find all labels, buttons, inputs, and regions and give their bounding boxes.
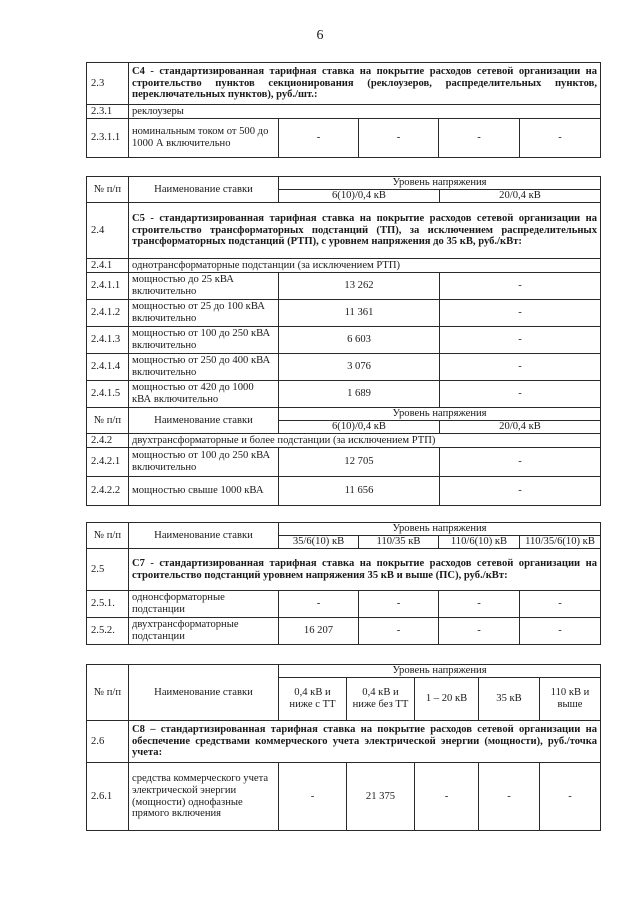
table-row xyxy=(87,203,601,259)
rate-value: - xyxy=(359,618,439,645)
rate-value: - xyxy=(440,327,601,354)
table-row xyxy=(87,105,601,119)
row-number: 2.3 xyxy=(87,63,129,105)
rate-name: мощностью до 25 кВА включительно xyxy=(129,273,279,300)
voltage-level: 6(10)/0,4 кВ xyxy=(279,421,440,434)
table-c5 xyxy=(86,176,601,506)
table-row xyxy=(87,327,601,354)
column-header-name: Наименование ставки xyxy=(129,408,279,434)
row-number: 2.5.2. xyxy=(87,618,129,645)
row-number: 2.6.1 xyxy=(87,763,129,831)
rate-value: - xyxy=(520,119,601,158)
rate-name: мощностью от 100 до 250 кВА включительно xyxy=(129,327,279,354)
table-row xyxy=(87,259,601,273)
table-row xyxy=(87,448,601,477)
voltage-level: 1 – 20 кВ xyxy=(415,678,479,721)
rate-value: - xyxy=(359,591,439,618)
rate-value: - xyxy=(415,763,479,831)
rate-value: - xyxy=(359,119,439,158)
row-label: однотрансформаторные подстанции (за исключением РТП) xyxy=(129,259,601,273)
rate-value: - xyxy=(439,618,520,645)
rate-value: - xyxy=(439,591,520,618)
table-header-row xyxy=(87,665,601,678)
rate-title-c5: С5 - стандартизированная тарифная ставка на покрытие расходов сетевой организации на строительство трансформаторных подстанций (ТП), за исключением распределительных трансформаторных подстанций (РТП), с уровнем напряжения до 35 кВ, руб./кВт: xyxy=(129,203,601,259)
table-row xyxy=(87,591,601,618)
rate-value: - xyxy=(279,591,359,618)
row-number: 2.3.1.1 xyxy=(87,119,129,158)
rate-value: 11 656 xyxy=(279,477,440,506)
row-number: 2.4.2.2 xyxy=(87,477,129,506)
row-number: 2.4.1.2 xyxy=(87,300,129,327)
rate-value: - xyxy=(440,477,601,506)
page-number: 6 xyxy=(316,28,324,43)
rate-name: мощностью от 25 до 100 кВА включительно xyxy=(129,300,279,327)
rate-value: 21 375 xyxy=(347,763,415,831)
rate-value: - xyxy=(440,448,601,477)
voltage-level: 35 кВ xyxy=(479,678,540,721)
column-header-voltage: Уровень напряжения xyxy=(279,177,601,190)
voltage-level: 110 кВ и выше xyxy=(540,678,601,721)
row-number: 2.4.1.3 xyxy=(87,327,129,354)
voltage-level: 35/6(10) кВ xyxy=(279,536,359,549)
rate-value: 16 207 xyxy=(279,618,359,645)
rate-name: двухтрансформаторные подстанции xyxy=(129,618,279,645)
table-row xyxy=(87,63,601,105)
voltage-level: 20/0,4 кВ xyxy=(440,190,601,203)
rate-name: мощностью от 100 до 250 кВА включительно xyxy=(129,448,279,477)
column-header-name: Наименование ставки xyxy=(129,177,279,203)
table-row xyxy=(87,763,601,831)
rate-value: - xyxy=(520,618,601,645)
rate-name: средства коммерческого учета электрической энергии (мощности) однофазные прямого включения xyxy=(129,763,279,831)
table-c7 xyxy=(86,522,601,645)
rate-value: - xyxy=(520,591,601,618)
rate-title-c7: С7 - стандартизированная тарифная ставка на покрытие расходов сетевой организации на строительство подстанций уровнем напряжения 35 кВ и выше (ПС), руб./кВт: xyxy=(129,549,601,591)
rate-value: - xyxy=(540,763,601,831)
table-row xyxy=(87,273,601,300)
rate-value: - xyxy=(479,763,540,831)
column-header-voltage: Уровень напряжения xyxy=(279,523,601,536)
table-row xyxy=(87,721,601,763)
rate-name: мощностью свыше 1000 кВА xyxy=(129,477,279,506)
voltage-level: 110/35/6(10) кВ xyxy=(520,536,601,549)
table-row xyxy=(87,618,601,645)
row-number: 2.5.1. xyxy=(87,591,129,618)
table-row xyxy=(87,434,601,448)
rate-value: - xyxy=(440,273,601,300)
table-row xyxy=(87,354,601,381)
rate-value: 13 262 xyxy=(279,273,440,300)
table-header-row xyxy=(87,523,601,536)
column-header-name: Наименование ставки xyxy=(129,523,279,549)
voltage-level: 20/0,4 кВ xyxy=(440,421,601,434)
row-number: 2.4.1 xyxy=(87,259,129,273)
rate-name: однонсформаторные подстанции xyxy=(129,591,279,618)
rate-value: - xyxy=(440,300,601,327)
rate-value: - xyxy=(279,763,347,831)
rate-title-c4: С4 - стандартизированная тарифная ставка на покрытие расходов сетевой организации на строительство пунктов секционирования (реклоузеров, распределительных пунктов, переключательных пунктов), руб./шт.: xyxy=(129,63,601,105)
rate-name: мощностью от 250 до 400 кВА включительно xyxy=(129,354,279,381)
rate-name: номинальным током от 500 до 1000 А включительно xyxy=(129,119,279,158)
rate-value: 1 689 xyxy=(279,381,440,408)
row-number: 2.6 xyxy=(87,721,129,763)
table-header-row xyxy=(87,408,601,421)
rate-value: 11 361 xyxy=(279,300,440,327)
rate-value: 12 705 xyxy=(279,448,440,477)
column-header-voltage: Уровень напряжения xyxy=(279,665,601,678)
table-header-row xyxy=(87,177,601,190)
voltage-level: 0,4 кВ и ниже без ТТ xyxy=(347,678,415,721)
row-number: 2.5 xyxy=(87,549,129,591)
row-number: 2.4 xyxy=(87,203,129,259)
rate-name: мощностью от 420 до 1000 кВА включительно xyxy=(129,381,279,408)
row-number: 2.4.1.4 xyxy=(87,354,129,381)
column-header-number: № п/п xyxy=(87,408,129,434)
row-number: 2.4.1.5 xyxy=(87,381,129,408)
table-row xyxy=(87,300,601,327)
rate-value: - xyxy=(279,119,359,158)
voltage-level: 6(10)/0,4 кВ xyxy=(279,190,440,203)
column-header-voltage: Уровень напряжения xyxy=(279,408,601,421)
column-header-name: Наименование ставки xyxy=(129,665,279,721)
row-label: реклоузеры xyxy=(129,105,601,119)
rate-value: - xyxy=(439,119,520,158)
column-header-number: № п/п xyxy=(87,177,129,203)
voltage-level: 0,4 кВ и ниже с ТТ xyxy=(279,678,347,721)
table-row xyxy=(87,549,601,591)
table-row xyxy=(87,477,601,506)
voltage-level: 110/35 кВ xyxy=(359,536,439,549)
table-row xyxy=(87,119,601,158)
row-number: 2.4.2 xyxy=(87,434,129,448)
table-row xyxy=(87,381,601,408)
column-header-number: № п/п xyxy=(87,665,129,721)
row-label: двухтрансформаторные и более подстанции (за исключением РТП) xyxy=(129,434,601,448)
row-number: 2.4.2.1 xyxy=(87,448,129,477)
row-number: 2.3.1 xyxy=(87,105,129,119)
rate-value: 6 603 xyxy=(279,327,440,354)
table-c4 xyxy=(86,62,601,158)
column-header-number: № п/п xyxy=(87,523,129,549)
voltage-level: 110/6(10) кВ xyxy=(439,536,520,549)
rate-value: - xyxy=(440,381,601,408)
table-c8 xyxy=(86,664,601,831)
rate-value: - xyxy=(440,354,601,381)
rate-value: 3 076 xyxy=(279,354,440,381)
rate-title-c8: С8 – стандартизированная тарифная ставка на покрытие расходов сетевой организации на обеспечение средствами коммерческого учета электрической энергии (мощности), руб./точка учета: xyxy=(129,721,601,763)
row-number: 2.4.1.1 xyxy=(87,273,129,300)
